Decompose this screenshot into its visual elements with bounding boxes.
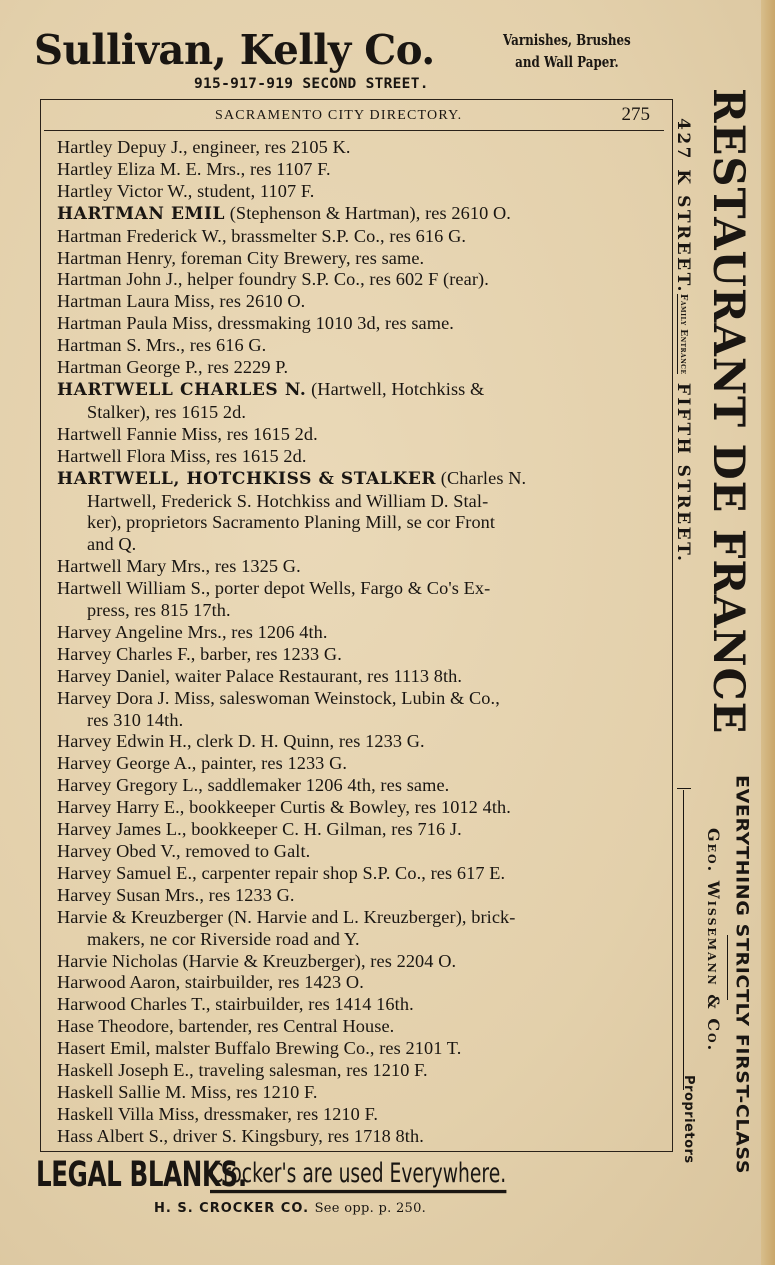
directory-entry [57, 1104, 657, 1126]
entry-text: Hass Albert S., driver S. Kingsbury, res 1718 8th. [57, 1125, 424, 1146]
directory-entry [57, 424, 657, 446]
entry-text: Harwood Charles T., stairbuilder, res 1414 16th. [57, 994, 414, 1015]
entry-text: Hartman Paula Miss, dressmaking 1010 3d, res same. [57, 313, 454, 334]
entry-continuation: press, res 815 17th. [87, 600, 231, 621]
entry-line [57, 731, 657, 753]
restaurant-name: RESTAURANT DE FRANCE [703, 87, 753, 735]
tagline-line-1: Varnishes, Brushes [503, 32, 631, 49]
page-edge [761, 0, 775, 1265]
directory-entry [57, 863, 657, 885]
entry-line [57, 248, 657, 270]
entry-text: Hartman S. Mrs., res 616 G. [57, 335, 267, 356]
entry-text: Harvey Harry E., bookkeeper Curtis & Bowley, res 1012 4th. [57, 797, 511, 818]
directory-entry [57, 556, 657, 578]
entry-text: Harvey Charles F., barber, res 1233 G. [57, 643, 342, 664]
entry-line [57, 863, 657, 885]
directory-entry [57, 907, 657, 951]
directory-entries [57, 137, 657, 1148]
directory-entry [57, 137, 657, 159]
entry-line [57, 578, 657, 600]
entry-line [57, 819, 657, 841]
entry-text: Harvie Nicholas (Harvie & Kreuzberger), res 2204 O. [57, 950, 457, 971]
running-head [44, 104, 664, 131]
directory-entry [57, 951, 657, 973]
directory-title: SACRAMENTO CITY DIRECTORY. [215, 108, 463, 123]
entry-line [57, 907, 657, 929]
entry-line [57, 446, 657, 468]
entry-text: Harvey Obed V., removed to Galt. [57, 841, 311, 861]
entry-text: Hartman John J., helper foundry S.P. Co., res 602 F (rear). [57, 269, 489, 290]
directory-entry [57, 203, 657, 226]
entry-text: Hartley Eliza M. E. Mrs., res 1107 F. [57, 158, 331, 179]
directory-entry [57, 379, 657, 424]
entry-line [57, 1038, 657, 1060]
tagline-line-2: and Wall Paper. [515, 54, 619, 71]
directory-entry [57, 731, 657, 753]
directory-entry [57, 1082, 657, 1104]
entry-line [57, 1126, 657, 1148]
entry-text: Harvey Edwin H., clerk D. H. Quinn, res 1233 G. [57, 731, 425, 752]
address-side: FIFTH STREET. [673, 382, 693, 564]
entry-line [57, 1104, 657, 1126]
entry-line [57, 269, 657, 291]
entry-text: Hasert Emil, malster Buffalo Brewing Co., res 2101 T. [57, 1038, 462, 1059]
entry-line [57, 622, 657, 644]
directory-entry [57, 841, 657, 863]
entry-text: Haskell Joseph E., traveling salesman, res 1210 F. [57, 1060, 428, 1081]
entry-line [57, 775, 657, 797]
directory-entry [57, 797, 657, 819]
directory-entry [57, 335, 657, 357]
entry-line [57, 335, 657, 357]
entry-line [57, 203, 657, 226]
entry-text: Hase Theodore, bartender, res Central House. [57, 1016, 395, 1037]
entry-text: Harvey Daniel, waiter Palace Restaurant, res 1113 8th. [57, 665, 463, 686]
entry-line [57, 753, 657, 775]
proprietors-label: Proprietors [681, 1075, 696, 1164]
entry-text: Hartley Victor W., student, 1107 F. [57, 180, 315, 201]
directory-entry [57, 291, 657, 313]
entry-continuation: and Q. [87, 534, 137, 555]
entry-text: Haskell Villa Miss, dressmaker, res 1210 F. [57, 1103, 379, 1124]
restaurant-address [672, 118, 694, 563]
page-number: 275 [621, 104, 650, 125]
entry-text: Hartman Frederick W., brassmelter S.P. Co., res 616 G. [57, 225, 467, 246]
entry-line [57, 159, 657, 181]
restaurant-slogan: EVERYTHING STRICTLY FIRST-CLASS [732, 775, 752, 1175]
entry-text: Hartwell William S., porter depot Wells, Fargo & Co's Ex- [57, 578, 491, 599]
crocker-company-line [154, 1201, 426, 1216]
entry-text: (Stephenson & Hartman), res 2610 O. [225, 202, 511, 223]
directory-entry [57, 446, 657, 468]
entry-text: Hartman Laura Miss, res 2610 O. [57, 291, 306, 312]
entry-text: Hartman George P., res 2229 P. [57, 357, 289, 378]
entry-text: Harvey George A., painter, res 1233 G. [57, 753, 348, 774]
family-entrance: Family Entrance [678, 293, 688, 375]
entry-text: Hartman Henry, foreman City Brewery, res same. [57, 247, 425, 268]
entry-line [57, 313, 657, 335]
page-reference: See opp. p. 250. [314, 1201, 427, 1216]
entry-line [57, 972, 657, 994]
entry-line [57, 688, 657, 710]
directory-entry [57, 819, 657, 841]
directory-entry [57, 313, 657, 335]
entry-line [57, 226, 657, 248]
entry-text: (Charles N. [436, 467, 527, 488]
entry-continuation: Stalker), res 1615 2d. [87, 401, 247, 422]
directory-entry [57, 666, 657, 688]
directory-entry [57, 994, 657, 1016]
entry-text: Harvey Samuel E., carpenter repair shop S.P. Co., res 617 E. [57, 862, 506, 883]
legal-blanks-headline: LEGAL BLANKS. [36, 1155, 247, 1196]
entry-line [57, 137, 657, 159]
firm-name: Sullivan, Kelly Co. [34, 26, 435, 74]
directory-entry [57, 622, 657, 644]
entry-continuation: makers, ne cor Riverside road and Y. [87, 928, 360, 949]
directory-entry [57, 753, 657, 775]
entry-line [57, 1082, 657, 1104]
directory-entry [57, 248, 657, 270]
directory-entry [57, 1060, 657, 1082]
directory-entry [57, 775, 657, 797]
entry-line [57, 797, 657, 819]
entry-line [57, 841, 657, 863]
entry-text: Harvey James L., bookkeeper C. H. Gilman, res 716 J. [57, 819, 462, 840]
entry-line [57, 556, 657, 578]
entry-line [57, 181, 657, 203]
entry-text: Hartwell Mary Mrs., res 1325 G. [57, 556, 301, 577]
entry-line [57, 644, 657, 666]
entry-text: Hartley Depuy J., engineer, res 2105 K. [57, 137, 351, 157]
entry-text: Harwood Aaron, stairbuilder, res 1423 O. [57, 972, 364, 993]
entry-line [57, 468, 657, 491]
top-advertisement [34, 22, 674, 94]
entry-continuation: ker), proprietors Sacramento Planing Mill, se cor Front [87, 512, 496, 533]
address-main: 427 K STREET. [673, 118, 693, 294]
entry-line [57, 424, 657, 446]
entry-line [57, 379, 657, 402]
entry-line [57, 1016, 657, 1038]
bottom-advertisement [36, 1155, 676, 1216]
directory-entry [57, 1016, 657, 1038]
directory-entry [57, 1038, 657, 1060]
directory-entry [57, 644, 657, 666]
firm-tagline [489, 30, 645, 74]
entry-text: Harvie & Kreuzberger (N. Harvie and L. Kreuzberger), brick- [57, 906, 516, 927]
slogan-rule [727, 935, 728, 1000]
entry-line [57, 357, 657, 379]
crocker-company: H. S. CROCKER CO. [154, 1201, 310, 1216]
firm-address: 915-917-919 SECOND STREET. [194, 76, 429, 92]
entry-bold-name: HARTWELL CHARLES N. [57, 379, 307, 400]
entry-text: Hartwell Flora Miss, res 1615 2d. [57, 445, 307, 466]
entry-bold-name: HARTMAN EMIL [57, 203, 226, 224]
entry-line [57, 951, 657, 973]
entry-text: Harvey Gregory L., saddlemaker 1206 4th, res same. [57, 775, 450, 796]
entry-continuation: res 310 14th. [87, 709, 184, 730]
directory-entry [57, 972, 657, 994]
entry-text: Haskell Sallie M. Miss, res 1210 F. [57, 1081, 318, 1102]
entry-text: Hartwell Fannie Miss, res 1615 2d. [57, 423, 318, 444]
directory-entry [57, 357, 657, 379]
directory-entry [57, 269, 657, 291]
directory-entry [57, 159, 657, 181]
entry-line [57, 666, 657, 688]
entry-line [57, 291, 657, 313]
entry-text: Harvey Susan Mrs., res 1233 G. [57, 884, 295, 905]
entry-line [57, 885, 657, 907]
entry-continuation: Hartwell, Frederick S. Hotchkiss and William D. Stal- [87, 490, 489, 511]
proprietor-name: Geo. Wissemann & Co. [704, 828, 723, 1053]
entry-line [57, 1060, 657, 1082]
directory-entry [57, 468, 657, 557]
directory-entry [57, 885, 657, 907]
directory-entry [57, 688, 657, 732]
entry-line [57, 994, 657, 1016]
directory-entry [57, 1126, 657, 1148]
directory-entry [57, 578, 657, 622]
entry-text: Harvey Angeline Mrs., res 1206 4th. [57, 621, 328, 642]
directory-entry [57, 181, 657, 203]
entry-text: (Hartwell, Hotchkiss & [306, 378, 485, 399]
directory-entry [57, 226, 657, 248]
crockers-slogan: Crocker's are used Everywhere. [210, 1158, 506, 1193]
entry-bold-name: HARTWELL, HOTCHKISS & STALKER [57, 468, 437, 489]
entry-text: Harvey Dora J. Miss, saleswoman Weinstock, Lubin & Co., [57, 687, 500, 708]
